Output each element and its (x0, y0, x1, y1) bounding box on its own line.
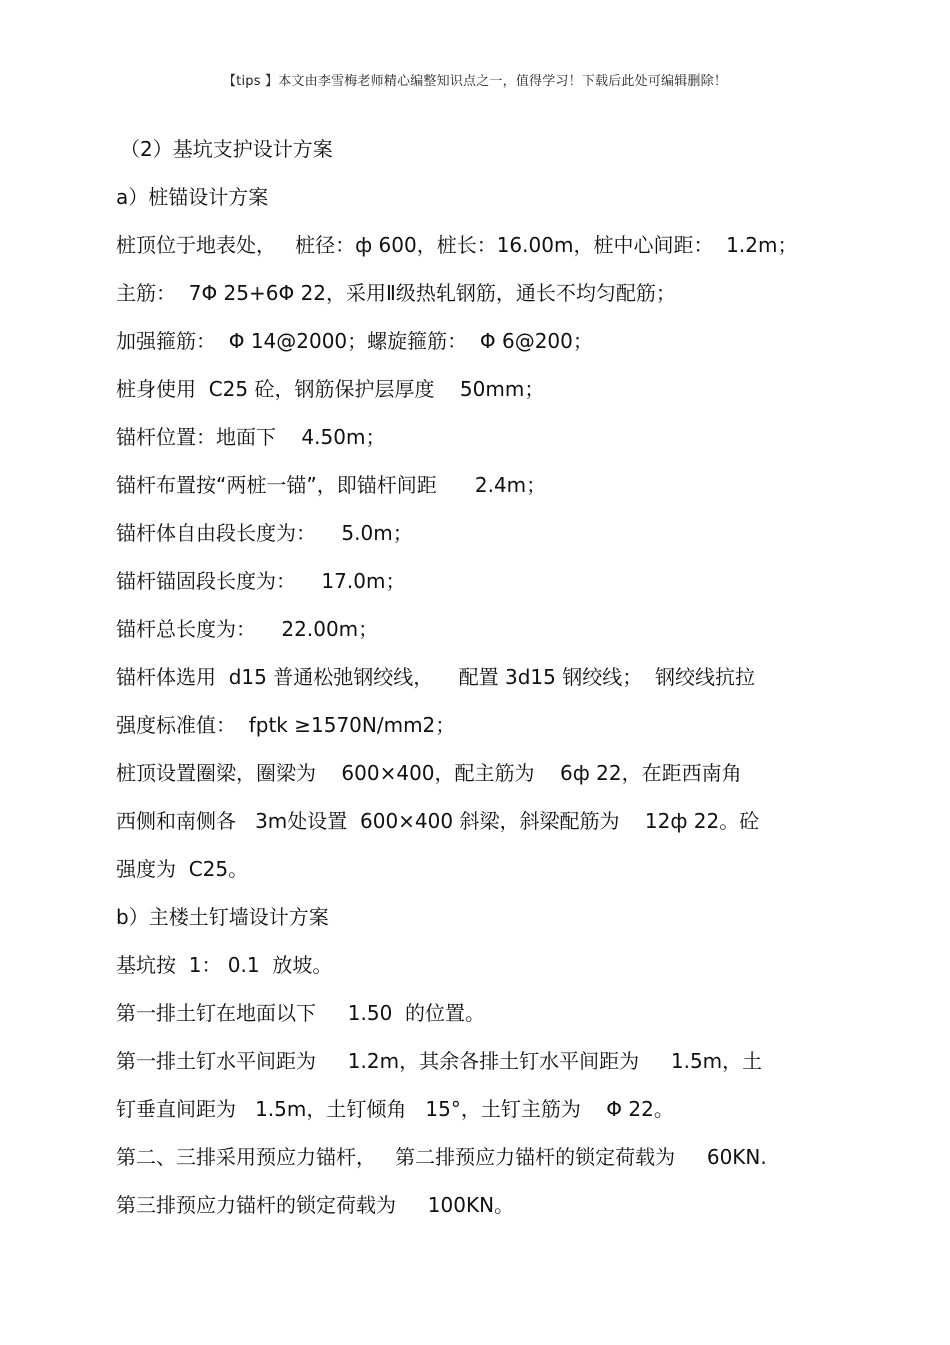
subsection-heading: b）主楼土钉墙设计方案 (116, 905, 329, 929)
paragraph-line: 强度标准值： fptk ≥1570N/mm2； (116, 713, 456, 737)
paragraph-line: 锚杆锚固段长度为： 17.0m； (116, 569, 406, 593)
paragraph-line: 第二、三排采用预应力锚杆， 第二排预应力锚杆的锁定荷载为 60KN. (116, 1145, 767, 1169)
paragraph-line: 第一排土钉在地面以下 1.50 的位置。 (116, 1001, 486, 1025)
paragraph-line: 第三排预应力锚杆的锁定荷载为 100KN。 (116, 1193, 515, 1217)
paragraph-line: 桩顶位于地表处， 桩径：ф 600，桩长：16.00m，桩中心间距： 1.2m； (116, 233, 798, 257)
paragraph-line: 锚杆体选用 d15 普通松弛钢绞线， 配置 3d15 钢绞线； 钢绞线抗拉 (116, 665, 755, 689)
paragraph-line: 加强箍筋： Φ 14@2000；螺旋箍筋： Φ 6@200； (116, 329, 593, 353)
paragraph-line: 锚杆布置按“两桩一锚”，即锚杆间距 2.4m； (116, 473, 547, 497)
section-heading: （2）基坑支护设计方案 (120, 137, 333, 161)
subsection-heading: a）桩锚设计方案 (116, 185, 269, 209)
paragraph-line: 桩顶设置圈梁，圈梁为 600×400，配主筋为 6ф 22，在距西南角 (116, 761, 742, 785)
paragraph-line: 第一排土钉水平间距为 1.2m，其余各排土钉水平间距为 1.5m，土 (116, 1049, 763, 1073)
paragraph-line: 西侧和南侧各 3m处设置 600×400 斜梁，斜梁配筋为 12ф 22。砼 (116, 809, 760, 833)
document-body (116, 125, 876, 1229)
paragraph-line: 锚杆体自由段长度为： 5.0m； (116, 521, 413, 545)
paragraph-line: 锚杆位置：地面下 4.50m； (116, 425, 386, 449)
paragraph-line: 基坑按 1： 0.1 放坡。 (116, 953, 333, 977)
paragraph-line: 钉垂直间距为 1.5m，土钉倾角 15°，土钉主筋为 Φ 22。 (116, 1097, 674, 1121)
tips-header: 【tips 】本文由李雪梅老师精心编整知识点之一，值得学习！下载后此处可编辑删除！ (222, 74, 728, 89)
paragraph-line: 强度为 C25。 (116, 857, 249, 881)
paragraph-line: 桩身使用 C25 砼，钢筋保护层厚度 50mm； (116, 377, 545, 401)
paragraph-line: 主筋： 7Φ 25+6Φ 22，采用Ⅱ级热轧钢筋，通长不均匀配筋； (116, 281, 676, 305)
paragraph-line: 锚杆总长度为： 22.00m； (116, 617, 379, 641)
